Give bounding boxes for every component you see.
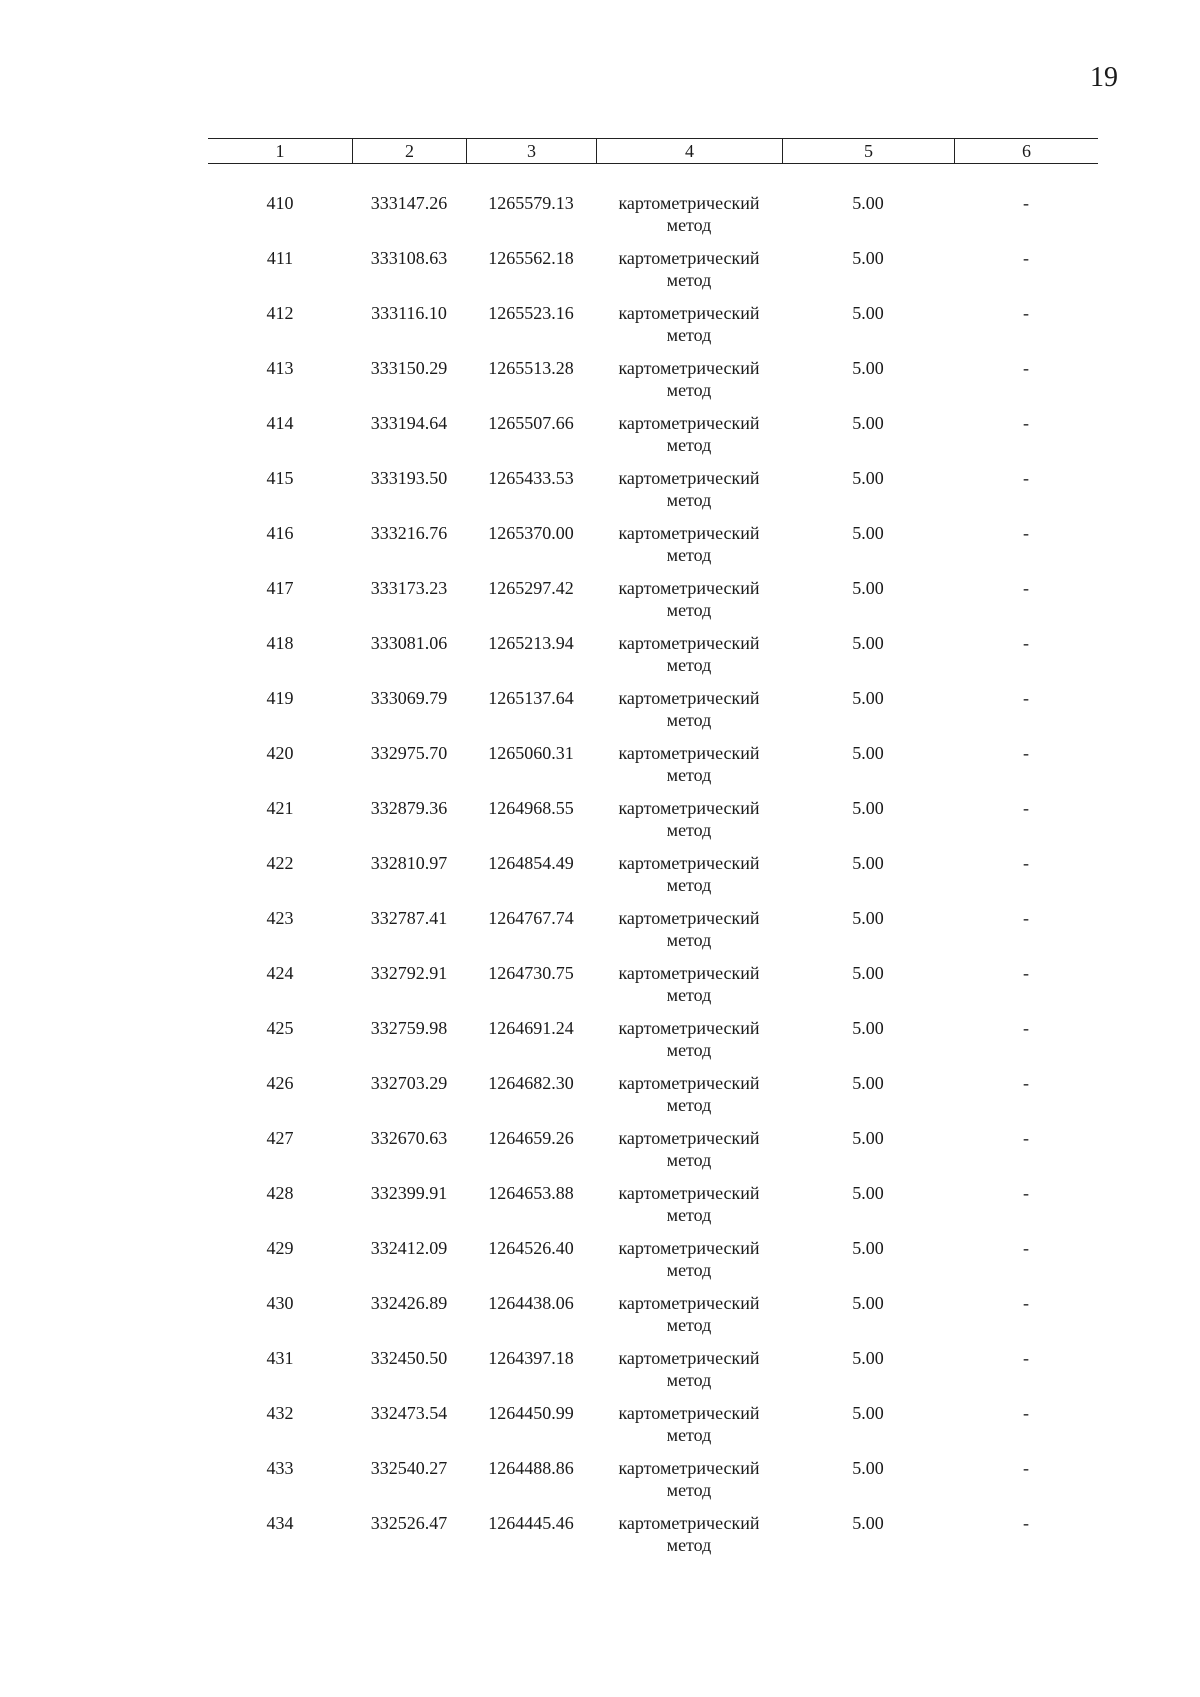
table-header xyxy=(208,138,1098,164)
coordinate-x: 332450.50 xyxy=(370,1348,448,1368)
method-line-2: метод xyxy=(666,930,712,950)
method xyxy=(596,357,782,401)
table-row xyxy=(208,1182,1098,1237)
method-line-2: метод xyxy=(666,1370,712,1390)
precision: 5.00 xyxy=(852,853,884,873)
coordinate-x: 332473.54 xyxy=(370,1403,448,1423)
coordinate-y: 1265433.53 xyxy=(488,468,574,488)
method-line-2: метод xyxy=(666,655,712,675)
point-number: 426 xyxy=(266,1073,294,1093)
header-col-3: 3 xyxy=(466,139,596,163)
point-number: 421 xyxy=(266,798,294,818)
precision: 5.00 xyxy=(852,1183,884,1203)
method xyxy=(596,522,782,566)
method-line-1: картометрический xyxy=(618,963,760,983)
table-row xyxy=(208,1457,1098,1512)
method-line-1: картометрический xyxy=(618,1238,760,1258)
note: - xyxy=(1023,1238,1029,1258)
method-line-2: метод xyxy=(666,985,712,1005)
coordinate-x: 333193.50 xyxy=(370,468,448,488)
note: - xyxy=(1023,578,1029,598)
precision: 5.00 xyxy=(852,963,884,983)
coordinate-x: 333081.06 xyxy=(370,633,448,653)
note: - xyxy=(1023,1513,1029,1533)
coordinate-y: 1264968.55 xyxy=(488,798,574,818)
coordinate-x: 332426.89 xyxy=(370,1293,448,1313)
note: - xyxy=(1023,303,1029,323)
precision: 5.00 xyxy=(852,1293,884,1313)
method xyxy=(596,1512,782,1556)
coordinate-y: 1265507.66 xyxy=(488,413,574,433)
note: - xyxy=(1023,193,1029,213)
table-row xyxy=(208,1402,1098,1457)
precision: 5.00 xyxy=(852,1128,884,1148)
table-row xyxy=(208,1017,1098,1072)
precision: 5.00 xyxy=(852,743,884,763)
coordinate-x: 333108.63 xyxy=(370,248,448,268)
method xyxy=(596,1347,782,1391)
table-row xyxy=(208,1237,1098,1292)
coordinate-y: 1264488.86 xyxy=(488,1458,574,1478)
note: - xyxy=(1023,633,1029,653)
coordinates-table-body xyxy=(208,192,1098,1567)
page-number: 19 xyxy=(1090,62,1118,93)
table-row xyxy=(208,632,1098,687)
note: - xyxy=(1023,963,1029,983)
coordinate-x: 332703.29 xyxy=(370,1073,448,1093)
method-line-2: метод xyxy=(666,490,712,510)
coordinate-x: 332975.70 xyxy=(370,743,448,763)
coordinate-x: 333116.10 xyxy=(371,303,447,323)
coordinate-y: 1264730.75 xyxy=(488,963,574,983)
method xyxy=(596,742,782,786)
method-line-1: картометрический xyxy=(618,1073,760,1093)
precision: 5.00 xyxy=(852,1073,884,1093)
coordinate-x: 332792.91 xyxy=(370,963,448,983)
method-line-1: картометрический xyxy=(618,908,760,928)
precision: 5.00 xyxy=(852,1348,884,1368)
coordinate-y: 1264397.18 xyxy=(488,1348,574,1368)
method-line-2: метод xyxy=(666,710,712,730)
table-row xyxy=(208,467,1098,522)
coordinate-y: 1264450.99 xyxy=(488,1403,574,1423)
coordinate-x: 333150.29 xyxy=(370,358,448,378)
note: - xyxy=(1023,523,1029,543)
point-number: 420 xyxy=(266,743,294,763)
table-row xyxy=(208,412,1098,467)
method xyxy=(596,1292,782,1336)
coordinate-y: 1264445.46 xyxy=(488,1513,574,1533)
method-line-1: картометрический xyxy=(618,248,760,268)
point-number: 417 xyxy=(266,578,294,598)
method xyxy=(596,797,782,841)
note: - xyxy=(1023,908,1029,928)
method-line-1: картометрический xyxy=(618,743,760,763)
method-line-1: картометрический xyxy=(618,468,760,488)
method xyxy=(596,412,782,456)
method-line-1: картометрический xyxy=(618,1183,760,1203)
method-line-2: метод xyxy=(666,1040,712,1060)
precision: 5.00 xyxy=(852,413,884,433)
coordinate-y: 1264526.40 xyxy=(488,1238,574,1258)
method-line-2: метод xyxy=(666,765,712,785)
method xyxy=(596,907,782,951)
table-row xyxy=(208,962,1098,1017)
point-number: 431 xyxy=(266,1348,294,1368)
coordinate-y: 1264659.26 xyxy=(488,1128,574,1148)
point-number: 433 xyxy=(266,1458,294,1478)
note: - xyxy=(1023,743,1029,763)
note: - xyxy=(1023,1403,1029,1423)
method-line-2: метод xyxy=(666,1260,712,1280)
coordinate-y: 1265137.64 xyxy=(488,688,574,708)
note: - xyxy=(1023,468,1029,488)
method xyxy=(596,577,782,621)
method xyxy=(596,1072,782,1116)
note: - xyxy=(1023,358,1029,378)
header-col-4: 4 xyxy=(596,139,782,163)
coordinate-y: 1265513.28 xyxy=(488,358,574,378)
coordinate-x: 333194.64 xyxy=(370,413,448,433)
table-row xyxy=(208,357,1098,412)
point-number: 413 xyxy=(266,358,294,378)
coordinate-x: 332412.09 xyxy=(370,1238,448,1258)
method xyxy=(596,1237,782,1281)
method-line-2: метод xyxy=(666,1205,712,1225)
point-number: 434 xyxy=(266,1513,294,1533)
method xyxy=(596,1457,782,1501)
coordinate-y: 1265060.31 xyxy=(488,743,574,763)
note: - xyxy=(1023,1183,1029,1203)
note: - xyxy=(1023,688,1029,708)
header-col-6: 6 xyxy=(954,139,1098,163)
table-row xyxy=(208,1347,1098,1402)
precision: 5.00 xyxy=(852,798,884,818)
point-number: 427 xyxy=(266,1128,294,1148)
method-line-1: картометрический xyxy=(618,1293,760,1313)
precision: 5.00 xyxy=(852,193,884,213)
note: - xyxy=(1023,1128,1029,1148)
coordinate-x: 332810.97 xyxy=(370,853,448,873)
table-row xyxy=(208,797,1098,852)
method xyxy=(596,192,782,236)
coordinate-x: 332540.27 xyxy=(370,1458,448,1478)
precision: 5.00 xyxy=(852,358,884,378)
point-number: 411 xyxy=(266,248,294,268)
table-row xyxy=(208,522,1098,577)
point-number: 419 xyxy=(266,688,294,708)
precision: 5.00 xyxy=(852,1018,884,1038)
method-line-2: метод xyxy=(666,1535,712,1555)
method xyxy=(596,1182,782,1226)
note: - xyxy=(1023,1293,1029,1313)
point-number: 418 xyxy=(266,633,294,653)
method-line-1: картометрический xyxy=(618,853,760,873)
method-line-2: метод xyxy=(666,1315,712,1335)
precision: 5.00 xyxy=(852,633,884,653)
method-line-1: картометрический xyxy=(618,633,760,653)
table-row xyxy=(208,192,1098,247)
coordinate-x: 332670.63 xyxy=(370,1128,448,1148)
precision: 5.00 xyxy=(852,1458,884,1478)
coordinate-x: 333216.76 xyxy=(370,523,448,543)
method-line-1: картометрический xyxy=(618,1513,760,1533)
method-line-1: картометрический xyxy=(618,303,760,323)
table-row xyxy=(208,1072,1098,1127)
coordinate-y: 1265370.00 xyxy=(488,523,574,543)
coordinate-x: 332526.47 xyxy=(370,1513,448,1533)
method-line-2: метод xyxy=(666,875,712,895)
coordinate-x: 333147.26 xyxy=(370,193,448,213)
method-line-2: метод xyxy=(666,1095,712,1115)
point-number: 424 xyxy=(266,963,294,983)
precision: 5.00 xyxy=(852,1513,884,1533)
method-line-2: метод xyxy=(666,600,712,620)
precision: 5.00 xyxy=(852,578,884,598)
method xyxy=(596,852,782,896)
point-number: 429 xyxy=(266,1238,294,1258)
method xyxy=(596,1127,782,1171)
note: - xyxy=(1023,413,1029,433)
method xyxy=(596,687,782,731)
table-row xyxy=(208,1512,1098,1567)
table-row xyxy=(208,687,1098,742)
table-row xyxy=(208,302,1098,357)
coordinate-x: 332759.98 xyxy=(370,1018,448,1038)
method xyxy=(596,467,782,511)
method-line-1: картометрический xyxy=(618,1128,760,1148)
method xyxy=(596,632,782,676)
point-number: 415 xyxy=(266,468,294,488)
precision: 5.00 xyxy=(852,688,884,708)
note: - xyxy=(1023,853,1029,873)
coordinate-y: 1264438.06 xyxy=(488,1293,574,1313)
header-col-1: 1 xyxy=(275,141,285,161)
table-row xyxy=(208,247,1098,302)
precision: 5.00 xyxy=(852,303,884,323)
method xyxy=(596,247,782,291)
point-number: 430 xyxy=(266,1293,294,1313)
table-row xyxy=(208,742,1098,797)
point-number: 422 xyxy=(266,853,294,873)
method-line-1: картометрический xyxy=(618,413,760,433)
point-number: 414 xyxy=(266,413,294,433)
table-row xyxy=(208,907,1098,962)
coordinate-x: 332399.91 xyxy=(370,1183,448,1203)
header-col-5: 5 xyxy=(782,139,954,163)
method-line-1: картометрический xyxy=(618,578,760,598)
method-line-2: метод xyxy=(666,325,712,345)
note: - xyxy=(1023,1348,1029,1368)
method-line-1: картометрический xyxy=(618,358,760,378)
note: - xyxy=(1023,798,1029,818)
method-line-2: метод xyxy=(666,270,712,290)
precision: 5.00 xyxy=(852,523,884,543)
point-number: 425 xyxy=(266,1018,294,1038)
coordinate-y: 1264682.30 xyxy=(488,1073,574,1093)
method-line-2: метод xyxy=(666,380,712,400)
method-line-1: картометрический xyxy=(618,688,760,708)
method-line-2: метод xyxy=(666,820,712,840)
table-row xyxy=(208,1127,1098,1182)
point-number: 416 xyxy=(266,523,294,543)
method-line-1: картометрический xyxy=(618,1018,760,1038)
coordinate-y: 1265562.18 xyxy=(488,248,574,268)
method-line-2: метод xyxy=(666,545,712,565)
header-col-2: 2 xyxy=(352,139,466,163)
method-line-2: метод xyxy=(666,435,712,455)
coordinate-y: 1265523.16 xyxy=(488,303,574,323)
coordinate-x: 333173.23 xyxy=(370,578,448,598)
method-line-2: метод xyxy=(666,1480,712,1500)
table-row xyxy=(208,577,1098,632)
coordinate-y: 1264767.74 xyxy=(488,908,574,928)
coordinate-y: 1264653.88 xyxy=(488,1183,574,1203)
table-row xyxy=(208,1292,1098,1347)
precision: 5.00 xyxy=(852,468,884,488)
coordinate-x: 332787.41 xyxy=(370,908,448,928)
coordinate-y: 1265579.13 xyxy=(488,193,574,213)
coordinate-y: 1265297.42 xyxy=(488,578,574,598)
precision: 5.00 xyxy=(852,908,884,928)
method-line-1: картометрический xyxy=(618,1403,760,1423)
method-line-1: картометрический xyxy=(618,1348,760,1368)
point-number: 410 xyxy=(266,193,294,213)
point-number: 412 xyxy=(266,303,294,323)
method-line-1: картометрический xyxy=(618,523,760,543)
precision: 5.00 xyxy=(852,1238,884,1258)
method xyxy=(596,302,782,346)
method-line-1: картометрический xyxy=(618,193,760,213)
precision: 5.00 xyxy=(852,248,884,268)
method xyxy=(596,1402,782,1446)
method-line-2: метод xyxy=(666,215,712,235)
point-number: 428 xyxy=(266,1183,294,1203)
coordinate-y: 1265213.94 xyxy=(488,633,574,653)
point-number: 423 xyxy=(266,908,294,928)
method-line-1: картометрический xyxy=(618,1458,760,1478)
point-number: 432 xyxy=(266,1403,294,1423)
method-line-2: метод xyxy=(666,1150,712,1170)
note: - xyxy=(1023,1073,1029,1093)
method-line-1: картометрический xyxy=(618,798,760,818)
method-line-2: метод xyxy=(666,1425,712,1445)
coordinate-x: 333069.79 xyxy=(370,688,448,708)
table-row xyxy=(208,852,1098,907)
coordinate-x: 332879.36 xyxy=(370,798,448,818)
note: - xyxy=(1023,248,1029,268)
method xyxy=(596,962,782,1006)
method xyxy=(596,1017,782,1061)
note: - xyxy=(1023,1018,1029,1038)
note: - xyxy=(1023,1458,1029,1478)
coordinate-y: 1264691.24 xyxy=(488,1018,574,1038)
precision: 5.00 xyxy=(852,1403,884,1423)
coordinate-y: 1264854.49 xyxy=(488,853,574,873)
